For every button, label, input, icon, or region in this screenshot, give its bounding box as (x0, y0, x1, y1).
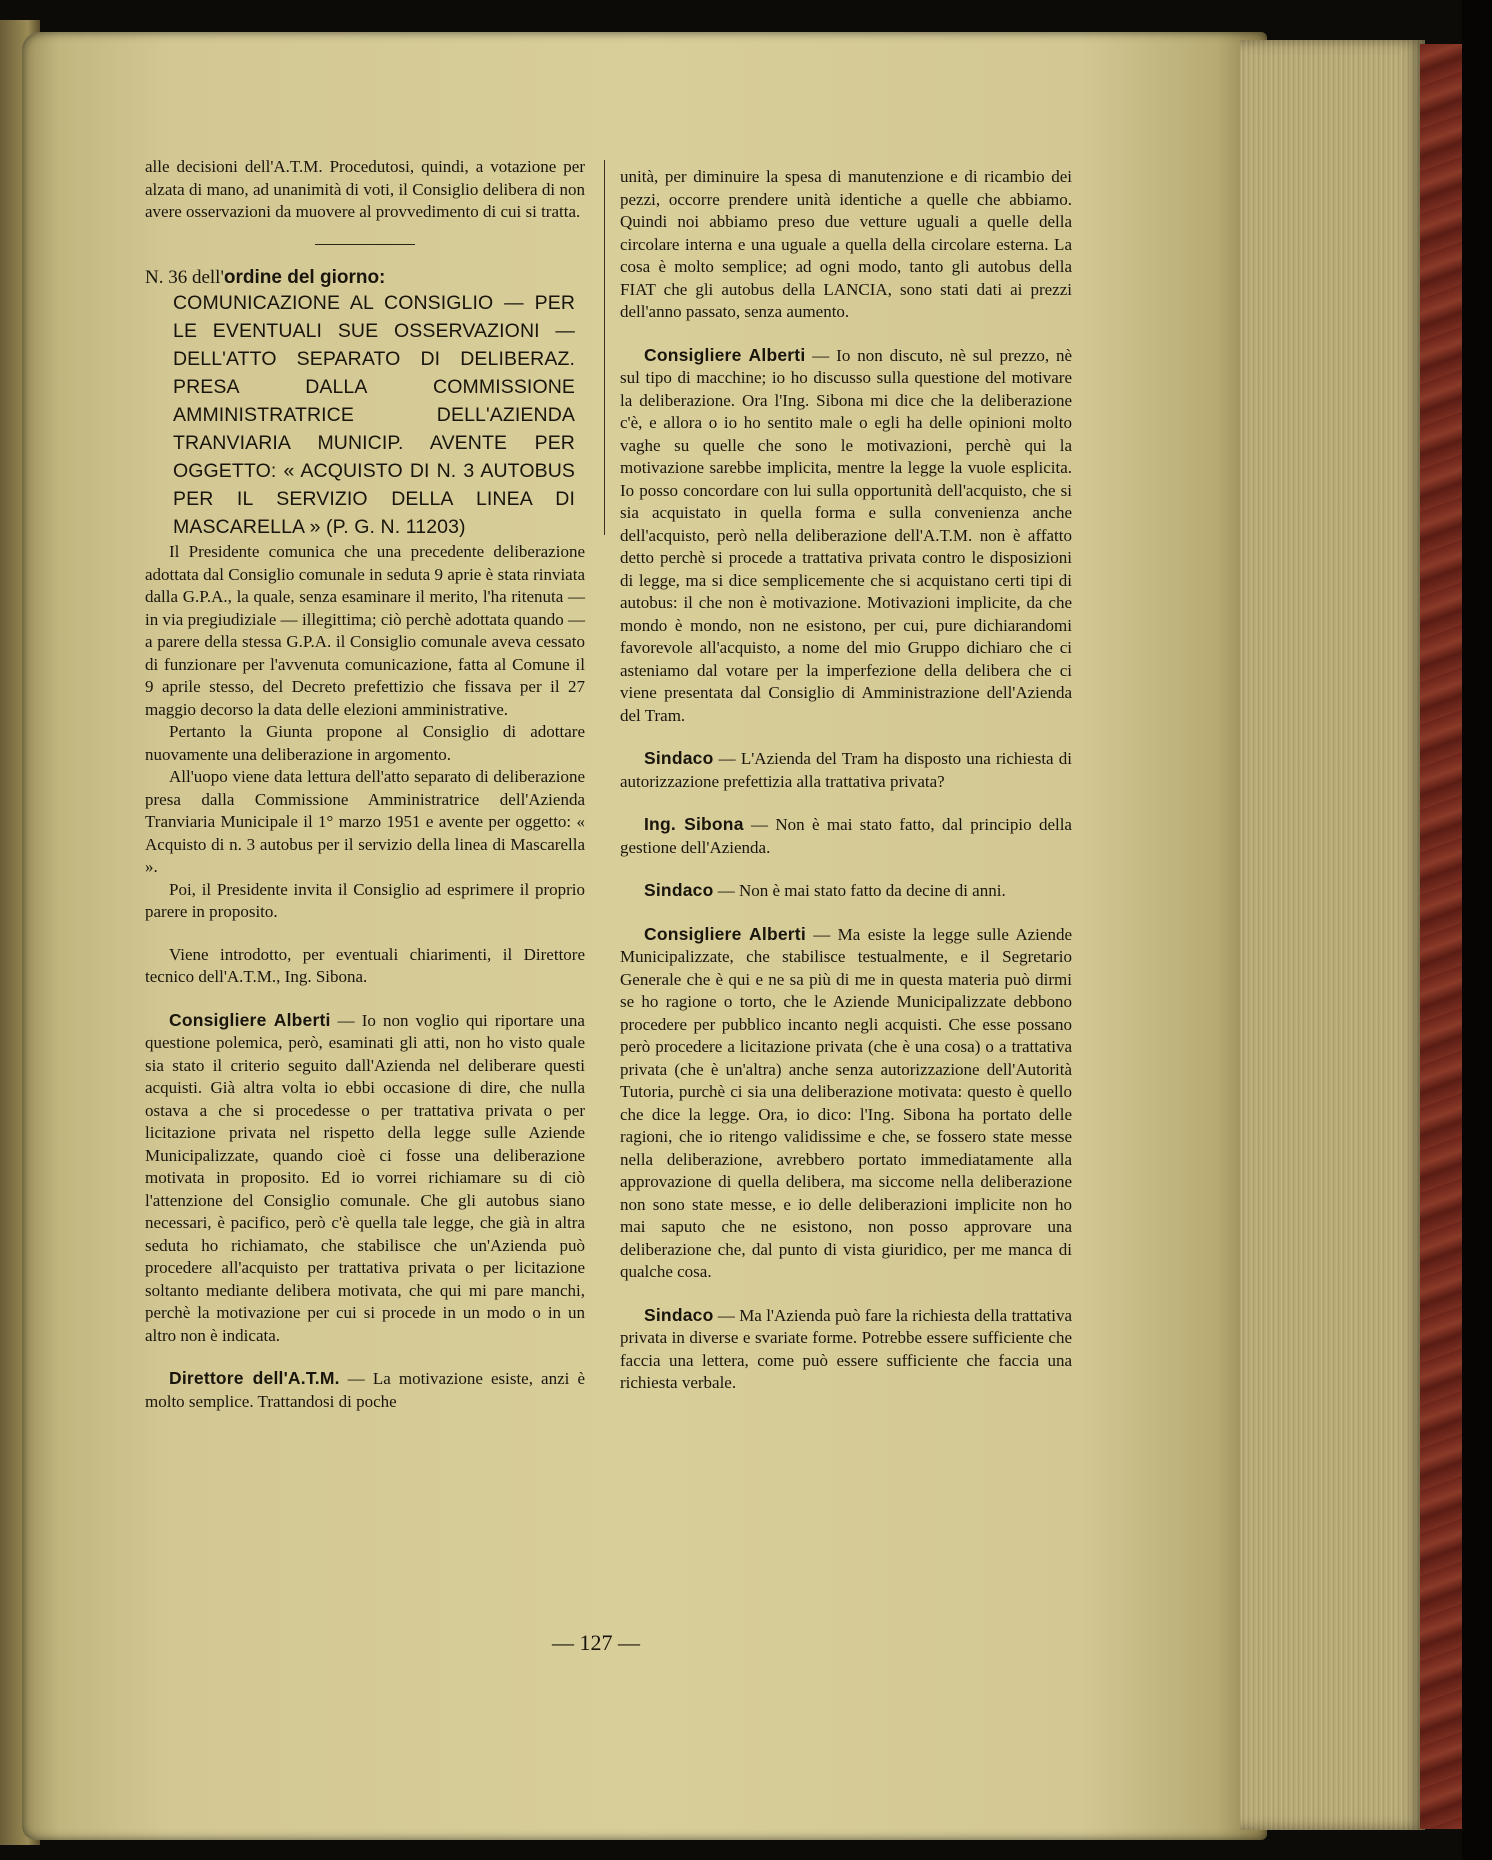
speech-text: — Io non voglio qui riportare una questione polemica, però, esaminati gli atti, non ho visto quale sia stato il criterio seguito dall'Azienda nel deliberare questi acquisti. Già altra volta io ebbi occasione di dire, che nulla ostava a che si procedesse o per trattativa privata o per licitazione privata nel rispetto della legge sulle Aziende Municipalizzate, quando cioè ci fosse una deliberazione motivata in proposito. Ed io vorrei richiamare su di ciò l'attenzione del Consiglio comunale. Che gli autobus siano necessari, è pacifico, però c'è quella tale legge, che già in altra seduta ho richiamato, che stabilisce che un'Azienda può procedere all'acquisto per trattativa privata o per licitazione soltanto mediante delibera motivata, che qui mi pare manchi, perchè la motivazione per cui si procede in un modo o in un altro non è indicata. (145, 1010, 585, 1345)
section-separator (315, 244, 415, 245)
speaker-name: Sindaco (644, 1304, 714, 1325)
speech (620, 879, 1072, 903)
speech-text: — Ma esiste la legge sulle Aziende Municipalizzate, che stabilisce testualmente, e il Segretario Generale che è qui e ne sa più di me in questa materia può dirmi se ho ragione o torto, che le Aziende Municipalizzate debbono procedere per pubblico incanto negli acquisti. Che esse possano però procedere a licitazione privata (che è una cosa) o a trattativa privata (che è un'altra) anche senza autorizzazione dell'Autorità Tutoria, purchè ci sia una deliberazione motivata: questo è quello che dice la legge. Ora, io dico: l'Ing. Sibona ha portato delle ragioni, che io ritengo validissime e che, se fossero state messe nella deliberazione, avrebbero portato immediatamente alla approvazione di quella delibera, ma siccome nella deliberazione non sono state messe, e io delle deliberazioni implicite non ho mai saputo che ne esistono, non posso approvare una deliberazione che, dal punto di vista giuridico, per me manca di qualche cosa. (620, 924, 1072, 1281)
agenda-heading: COMUNICAZIONE AL CONSIGLIO — PER LE EVENTUALI SUE OSSERVAZIONI — DELL'ATTO SEPARATO DI DELIBERAZ. PRESA DALLA COMMISSIONE AMMINISTRATRICE DELL'AZIENDA TRANVIARIA MUNICIP. AVENTE PER OGGETTO: « ACQUISTO DI N. 3 AUTOBUS PER IL SERVIZIO DELLA LINEA DI MASCARELLA » (P. G. N. 11203) (173, 292, 575, 538)
column-divider (604, 160, 605, 535)
paragraph: All'uopo viene data lettura dell'atto separato di deliberazione presa dalla Commissione Amministratrice dell'Azienda Tranviaria Municipale il 1° marzo 1951 e avente per oggetto: « Acquisto di n. 3 autobus per il servizio della linea di Mascarella ». (145, 767, 585, 876)
paragraph: Poi, il Presidente invita il Consiglio ad esprimere il proprio parere in proposito. (145, 879, 585, 921)
agenda-prefix: N. 36 dell' (145, 266, 224, 288)
speech-text: — Non è mai stato fatto da decine di anni. (713, 881, 1006, 900)
speaker-name: Sindaco (644, 880, 714, 900)
paragraph: Pertanto la Giunta propone al Consiglio di adottare nuovamente una deliberazione in argomento. (145, 722, 585, 764)
page-leaves-edge (1240, 40, 1425, 1830)
paragraph: Il Presidente comunica che una precedente deliberazione adottata dal Consiglio comunale in seduta 9 aprie è stata rinviata dalla G.P.A., la quale, senza esaminare il merito, l'ha ritenuta — in via pregiudiziale — illegittima; ciò perchè adottata quando — a parere della stessa G.P.A. il Consiglio comunale aveva cessato di funzionare per l'avvenuta comunicazione, fatta al Comune il 9 aprile stesso, del Decreto prefettizio che fissava per il 27 maggio decorso la data delle elezioni amministrative. (145, 542, 585, 719)
speech-text: — L'Azienda del Tram ha disposto una richiesta di autorizzazione prefettizia alla trattativa privata? (620, 749, 1072, 791)
speech (620, 813, 1072, 859)
right-column (620, 166, 1072, 1395)
speech-text: — La motivazione esiste, anzi è molto semplice. Trattandosi di poche (145, 1369, 585, 1411)
speech (145, 1367, 585, 1413)
speech (620, 1304, 1072, 1395)
speech-text: — Io non discuto, nè sul prezzo, nè sul tipo di macchine; io ho discusso sulla questione del motivare la deliberazione. Ora l'Ing. Sibona mi dice che la deliberazione c'è, e allora o io ho sentito male o egli ha delle opinioni molto vaghe su quelle che sono le motivazioni, perchè qui la motivazione sarebbe implicita, mentre la legge la vuole esplicita. Io posso concordare con lui sulla opportunità dell'acquisto, che si sia acquistato in quella forma e sulla convenienza anche dell'acquisto, però nella deliberazione dell'A.T.M. non è affatto detto perchè si procede a trattativa privata contro le disposizioni di legge, ma si dice semplicemente che si acquistano certi tipi di autobus: il che non è motivazione. Motivazioni implicite, da che mondo è mondo, non ne esistono, per cui, pure dichiarandomi favorevole all'acquisto, a nome del mio Gruppo dichiaro che ci asteniamo dal votare per la imperfezione della delibera che ci viene presentata dal Consiglio di Amministrazione dell'Azienda del Tram. (620, 345, 1072, 725)
speaker-name: Sindaco (644, 748, 714, 768)
speech (620, 344, 1072, 728)
agenda-item-number (145, 267, 585, 290)
speech (145, 1009, 585, 1348)
speech-text: — Non è mai stato fatto, dal principio della gestione dell'Azienda. (620, 815, 1072, 857)
speech (620, 923, 1072, 1284)
continued-paragraph: unità, per diminuire la spesa di manutenzione e di ricambio dei pezzi, occorre prendere unità identiche a quelle che abbiamo. Quindi noi abbiamo preso due vetture uguali a quelle della circolare interna e una uguale a quella della circolare esterna. La cosa è molto semplice; ad ogni modo, tanto gli autobus della FIAT che gli autobus della LANCIA, sono stati dati ai prezzi dell'anno passato, senza aumento. (620, 167, 1072, 321)
speech-text: — Ma l'Azienda può fare la richiesta della trattativa privata in diverse e svariate forme. Potrebbe essere sufficiente che faccia una lettera, come può essere sufficiente che faccia una richiesta verbale. (620, 1305, 1072, 1392)
page-number (0, 1630, 1492, 1656)
left-column (145, 156, 585, 1413)
agenda-bold: ordine del giorno: (223, 266, 386, 288)
speech (620, 747, 1072, 793)
speaker-name: Ing. Sibona (644, 814, 744, 834)
paragraph: Viene introdotto, per eventuali chiarimenti, il Direttore tecnico dell'A.T.M., Ing. Sibona. (145, 944, 585, 986)
speaker-name: Direttore dell'A.T.M. (169, 1368, 340, 1388)
speaker-name: Consigliere Alberti (169, 1009, 331, 1030)
intro-paragraph: alle decisioni dell'A.T.M. Procedutosi, quindi, a votazione per alzata di mano, ad unanimità di voti, il Consiglio delibera di non avere osservazioni da muovere al provvedimento di cui si tratta. (145, 157, 585, 221)
speaker-name: Consigliere Alberti (644, 344, 806, 365)
speaker-name: Consigliere Alberti (644, 923, 806, 944)
page-number-text: — 127 — (552, 1630, 640, 1655)
scan-border (1462, 0, 1492, 1860)
